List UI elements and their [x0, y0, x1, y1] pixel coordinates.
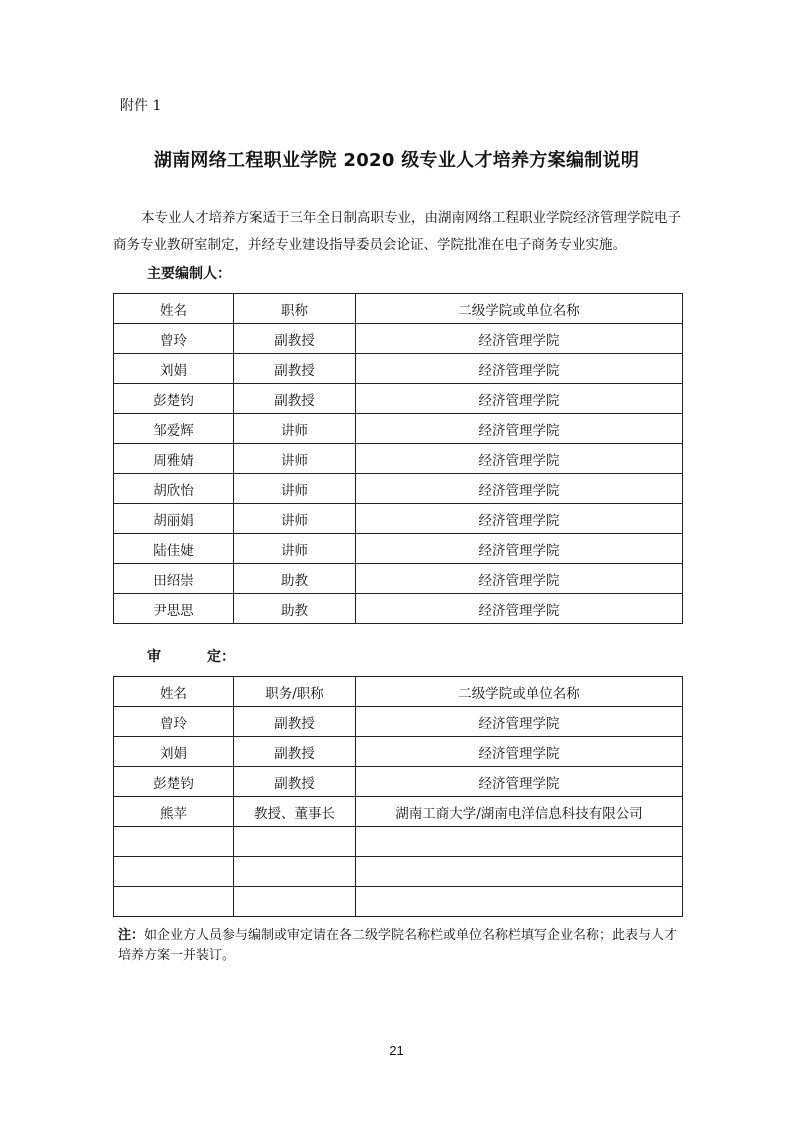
table-row	[114, 594, 683, 624]
cell-title: 副教授	[234, 354, 356, 384]
reviewers-label-part1: 审	[147, 649, 161, 665]
cell-name: 熊苹	[114, 797, 234, 827]
cell-position: 副教授	[234, 737, 356, 767]
reviewers-table	[113, 676, 683, 917]
cell-name: 彭楚钧	[114, 384, 234, 414]
header-unit: 二级学院或单位名称	[356, 677, 683, 707]
compilers-label: 主要编制人：	[147, 266, 231, 282]
cell-name: 胡丽娟	[114, 504, 234, 534]
intro-paragraph: 本专业人才培养方案适于三年全日制高职专业，由湖南网络工程职业学院经济管理学院电子商务专业教研室制定，并经专业建设指导委员会论证、学院批准在电子商务专业实施。	[113, 210, 681, 253]
cell-unit: 经济管理学院	[356, 504, 683, 534]
header-position: 职务/职称	[234, 677, 356, 707]
header-name: 姓名	[114, 677, 234, 707]
cell-title: 讲师	[234, 444, 356, 474]
table-row	[114, 474, 683, 504]
cell-title: 讲师	[234, 534, 356, 564]
cell-position: 教授、董事长	[234, 797, 356, 827]
cell-unit: 经济管理学院	[356, 564, 683, 594]
cell-name: 周雅婧	[114, 444, 234, 474]
cell-name: 田绍崇	[114, 564, 234, 594]
cell-unit: 经济管理学院	[356, 444, 683, 474]
footnote-text: 如企业方人员参与编制或审定请在各二级学院名称栏或单位名称栏填写企业名称；此表与人才培养方案一并装订。	[118, 928, 678, 963]
table-row-empty	[114, 827, 683, 857]
header-unit: 二级学院或单位名称	[356, 294, 683, 324]
page-number: 21	[389, 1043, 404, 1058]
cell-unit: 经济管理学院	[356, 737, 683, 767]
cell-position: 副教授	[234, 767, 356, 797]
cell-unit: 经济管理学院	[356, 707, 683, 737]
table-row	[114, 354, 683, 384]
cell-name	[114, 887, 234, 917]
cell-title: 副教授	[234, 324, 356, 354]
table-row	[114, 444, 683, 474]
cell-unit	[356, 827, 683, 857]
cell-unit: 经济管理学院	[356, 414, 683, 444]
table-row	[114, 324, 683, 354]
cell-unit: 经济管理学院	[356, 354, 683, 384]
cell-position	[234, 827, 356, 857]
cell-name: 刘娟	[114, 354, 234, 384]
cell-name: 彭楚钧	[114, 767, 234, 797]
cell-name: 尹思思	[114, 594, 234, 624]
cell-position	[234, 857, 356, 887]
cell-position: 副教授	[234, 707, 356, 737]
cell-name	[114, 827, 234, 857]
cell-unit: 经济管理学院	[356, 767, 683, 797]
reviewers-label	[147, 646, 235, 666]
footnote	[118, 926, 678, 966]
reviewers-label-part2: 定：	[207, 649, 235, 665]
cell-title: 助教	[234, 594, 356, 624]
cell-unit: 经济管理学院	[356, 324, 683, 354]
table-header-row	[114, 294, 683, 324]
table-row	[114, 534, 683, 564]
cell-title: 讲师	[234, 414, 356, 444]
cell-name: 曾玲	[114, 707, 234, 737]
cell-title: 讲师	[234, 504, 356, 534]
cell-title: 助教	[234, 564, 356, 594]
cell-unit: 经济管理学院	[356, 384, 683, 414]
cell-title: 副教授	[234, 384, 356, 414]
attachment-label: 附件 1	[120, 98, 162, 114]
cell-position	[234, 887, 356, 917]
cell-name: 刘娟	[114, 737, 234, 767]
footnote-prefix: 注：	[118, 928, 145, 943]
cell-unit	[356, 887, 683, 917]
table-row	[114, 414, 683, 444]
cell-title: 讲师	[234, 474, 356, 504]
cell-unit: 经济管理学院	[356, 594, 683, 624]
cell-unit: 经济管理学院	[356, 474, 683, 504]
cell-name: 陆佳婕	[114, 534, 234, 564]
table-row	[114, 707, 683, 737]
table-row-empty	[114, 857, 683, 887]
header-title: 职称	[234, 294, 356, 324]
table-row-empty	[114, 887, 683, 917]
table-row	[114, 564, 683, 594]
table-header-row	[114, 677, 683, 707]
cell-unit: 湖南工商大学/湖南电洋信息科技有限公司	[356, 797, 683, 827]
table-row	[114, 767, 683, 797]
table-row	[114, 504, 683, 534]
header-name: 姓名	[114, 294, 234, 324]
table-row	[114, 384, 683, 414]
cell-name: 曾玲	[114, 324, 234, 354]
cell-unit: 经济管理学院	[356, 534, 683, 564]
document-title: 湖南网络工程职业学院 2020 级专业人才培养方案编制说明	[153, 150, 640, 171]
cell-name	[114, 857, 234, 887]
compilers-table	[113, 293, 683, 624]
table-row	[114, 737, 683, 767]
table-row	[114, 797, 683, 827]
cell-unit	[356, 857, 683, 887]
cell-name: 胡欣怡	[114, 474, 234, 504]
cell-name: 邹爱辉	[114, 414, 234, 444]
